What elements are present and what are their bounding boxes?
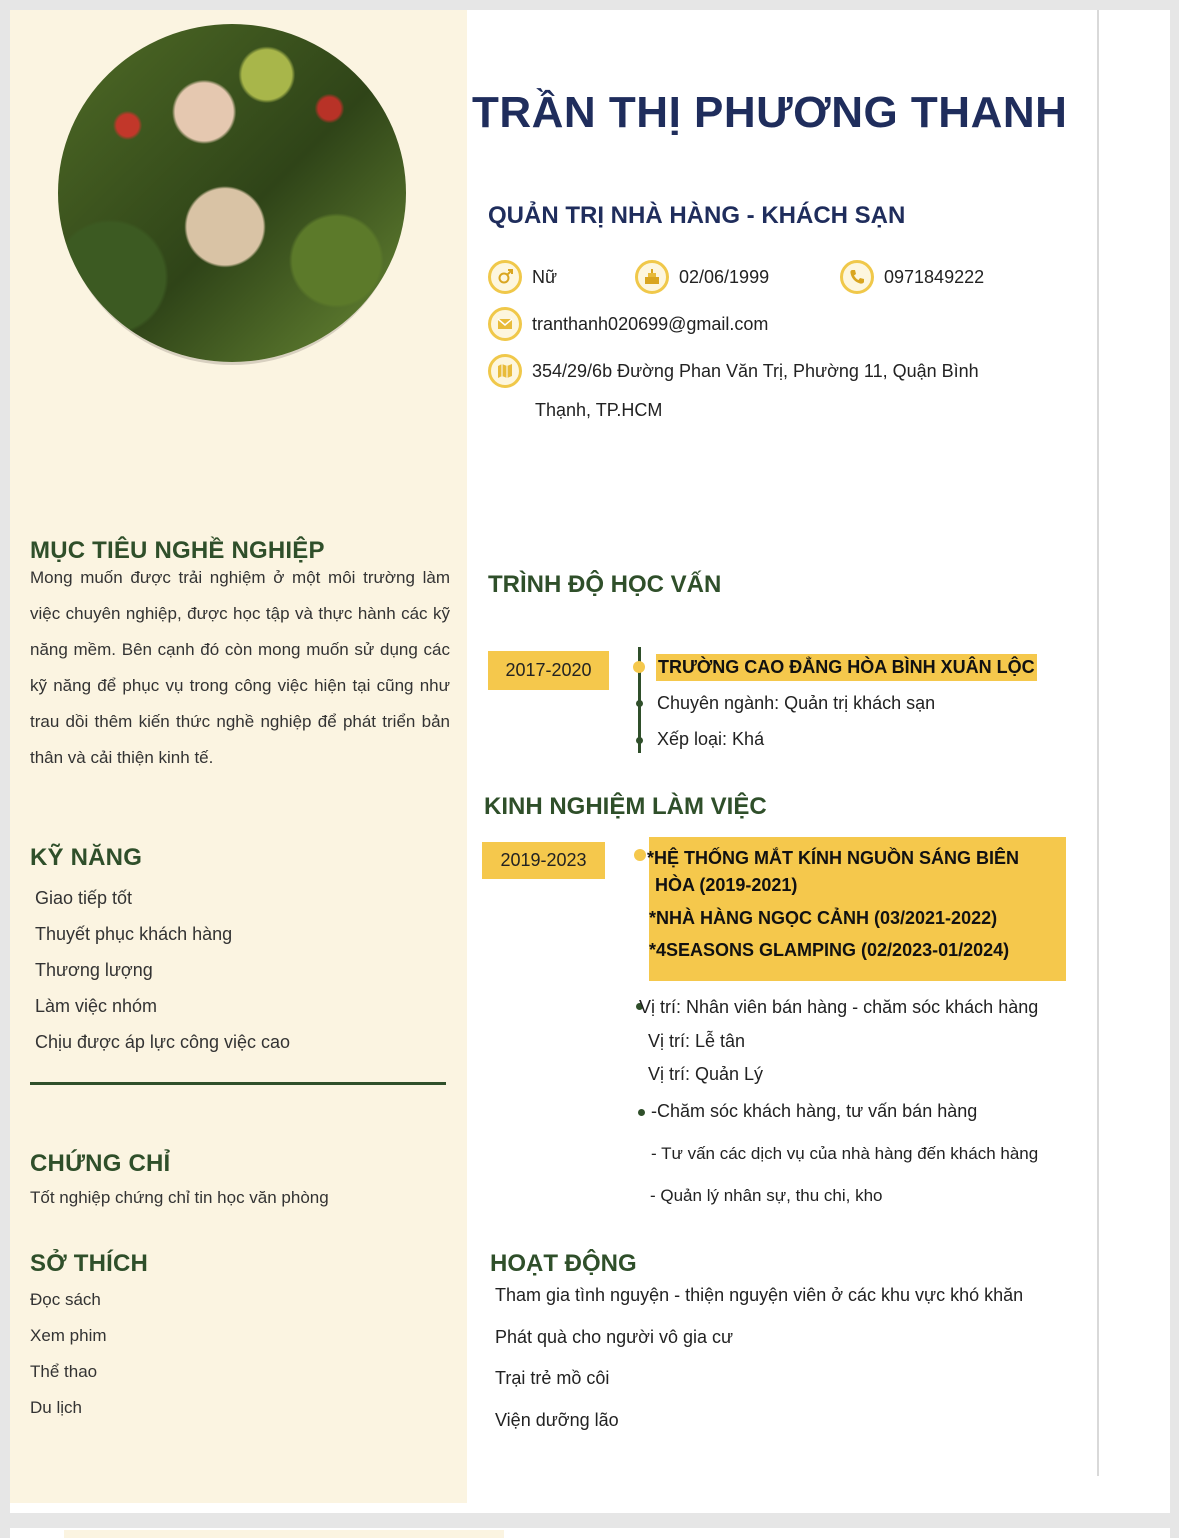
cake-icon bbox=[635, 260, 669, 294]
activity-item: Tham gia tình nguyện - thiện nguyện viên ở các khu vực khó khăn bbox=[495, 1285, 1024, 1305]
gender-icon bbox=[488, 260, 522, 294]
email-info bbox=[488, 307, 768, 341]
education-major: Chuyên ngành: Quản trị khách sạn bbox=[657, 693, 936, 713]
education-heading: TRÌNH ĐỘ HỌC VẤN bbox=[488, 571, 722, 598]
education-grade: Xếp loại: Khá bbox=[657, 729, 765, 749]
sidebar bbox=[10, 10, 467, 1503]
job-1-line1: *HỆ THỐNG MẮT KÍNH NGUỒN SÁNG BIÊN bbox=[647, 848, 1020, 868]
list-item: Xem phim bbox=[30, 1326, 107, 1345]
list-item: Thương lượng bbox=[35, 960, 153, 980]
address-info bbox=[488, 354, 979, 388]
list-item: Đọc sách bbox=[30, 1290, 101, 1309]
duty-1: -Chăm sóc khách hàng, tư vấn bán hàng bbox=[651, 1101, 978, 1121]
activity-item: Trại trẻ mồ côi bbox=[495, 1368, 610, 1388]
phone-text: 0971849222 bbox=[884, 266, 985, 287]
dob-text: 02/06/1999 bbox=[679, 266, 770, 287]
position-1: Vị trí: Nhân viên bán hàng - chăm sóc khách hàng bbox=[639, 997, 1039, 1017]
certificates-heading: CHỨNG CHỈ bbox=[30, 1150, 171, 1177]
address-line1: 354/29/6b Đường Phan Văn Trị, Phường 11, Quận Bình bbox=[532, 360, 979, 381]
phone-info bbox=[840, 260, 984, 294]
gender-info bbox=[488, 260, 557, 294]
experience-heading: KINH NGHIỆM LÀM VIỆC bbox=[484, 793, 767, 820]
candidate-name: TRẦN THỊ PHƯƠNG THANH bbox=[472, 88, 1068, 137]
objective-text: Mong muốn được trải nghiệm ở một môi trường làm việc chuyên nghiệp, được học tập và thực hành các kỹ năng mềm. Bên cạnh đó còn mong muốn sử dụng các kỹ năng để phục vụ trong công việc hiện tại cũng như trau dồi thêm kiến thức nghề nghiệp để phát triển bản thân và cải thiện kinh tế. bbox=[30, 568, 450, 767]
list-item: Làm việc nhóm bbox=[35, 996, 158, 1016]
certificate-text: Tốt nghiệp chứng chỉ tin học văn phòng bbox=[30, 1188, 329, 1207]
profile-photo bbox=[58, 24, 406, 362]
education-years: 2017-2020 bbox=[488, 651, 609, 690]
duty-3: - Quản lý nhân sự, thu chi, kho bbox=[650, 1186, 883, 1205]
job-2: *NHÀ HÀNG NGỌC CẢNH (03/2021-2022) bbox=[649, 908, 998, 928]
map-icon bbox=[488, 354, 522, 388]
page-margin-line bbox=[1097, 10, 1099, 1476]
email-text: tranthanh020699@gmail.com bbox=[532, 313, 769, 334]
position-3: Vị trí: Quản Lý bbox=[648, 1064, 764, 1084]
job-title: QUẢN TRỊ NHÀ HÀNG - KHÁCH SẠN bbox=[488, 202, 906, 229]
next-page-edge bbox=[0, 1522, 1179, 1538]
list-item: Thể thao bbox=[30, 1362, 98, 1381]
timeline-dot bbox=[634, 849, 646, 861]
next-page-strip bbox=[10, 1528, 1170, 1538]
objective-heading: MỤC TIÊU NGHỀ NGHIỆP bbox=[30, 537, 325, 564]
activity-item: Phát quà cho người vô gia cư bbox=[495, 1327, 734, 1347]
job-1-line2: HÒA (2019-2021) bbox=[655, 875, 798, 895]
activity-item: Viện dưỡng lão bbox=[495, 1410, 619, 1430]
bullet-dot bbox=[638, 1109, 645, 1116]
timeline-dot bbox=[636, 700, 643, 707]
cv-page bbox=[10, 10, 1170, 1513]
mail-icon bbox=[488, 307, 522, 341]
hobbies-list bbox=[30, 1282, 107, 1426]
next-page-sidebar bbox=[64, 1530, 504, 1538]
skills-list bbox=[35, 880, 290, 1060]
school-name: TRƯỜNG CAO ĐẲNG HÒA BÌNH XUÂN LỘC bbox=[656, 654, 1037, 681]
skills-heading: KỸ NĂNG bbox=[30, 844, 143, 871]
dob-info bbox=[635, 260, 769, 294]
experience-years: 2019-2023 bbox=[482, 842, 605, 879]
activities-heading: HOẠT ĐỘNG bbox=[490, 1250, 637, 1277]
list-item: Du lịch bbox=[30, 1398, 82, 1417]
gender-text: Nữ bbox=[532, 266, 558, 287]
position-2: Vị trí: Lễ tân bbox=[648, 1031, 746, 1051]
job-3: *4SEASONS GLAMPING (02/2023-01/2024) bbox=[649, 940, 1010, 960]
timeline-dot bbox=[633, 661, 645, 673]
duty-2: - Tư vấn các dịch vụ của nhà hàng đến khách hàng bbox=[651, 1144, 1039, 1163]
list-item: Giao tiếp tốt bbox=[35, 888, 133, 908]
hobbies-heading: SỞ THÍCH bbox=[30, 1250, 149, 1277]
list-item: Chịu được áp lực công việc cao bbox=[35, 1032, 291, 1052]
address-line2: Thạnh, TP.HCM bbox=[535, 400, 663, 420]
phone-icon bbox=[840, 260, 874, 294]
divider bbox=[30, 1082, 446, 1085]
list-item: Thuyết phục khách hàng bbox=[35, 924, 233, 944]
timeline-dot bbox=[636, 737, 643, 744]
